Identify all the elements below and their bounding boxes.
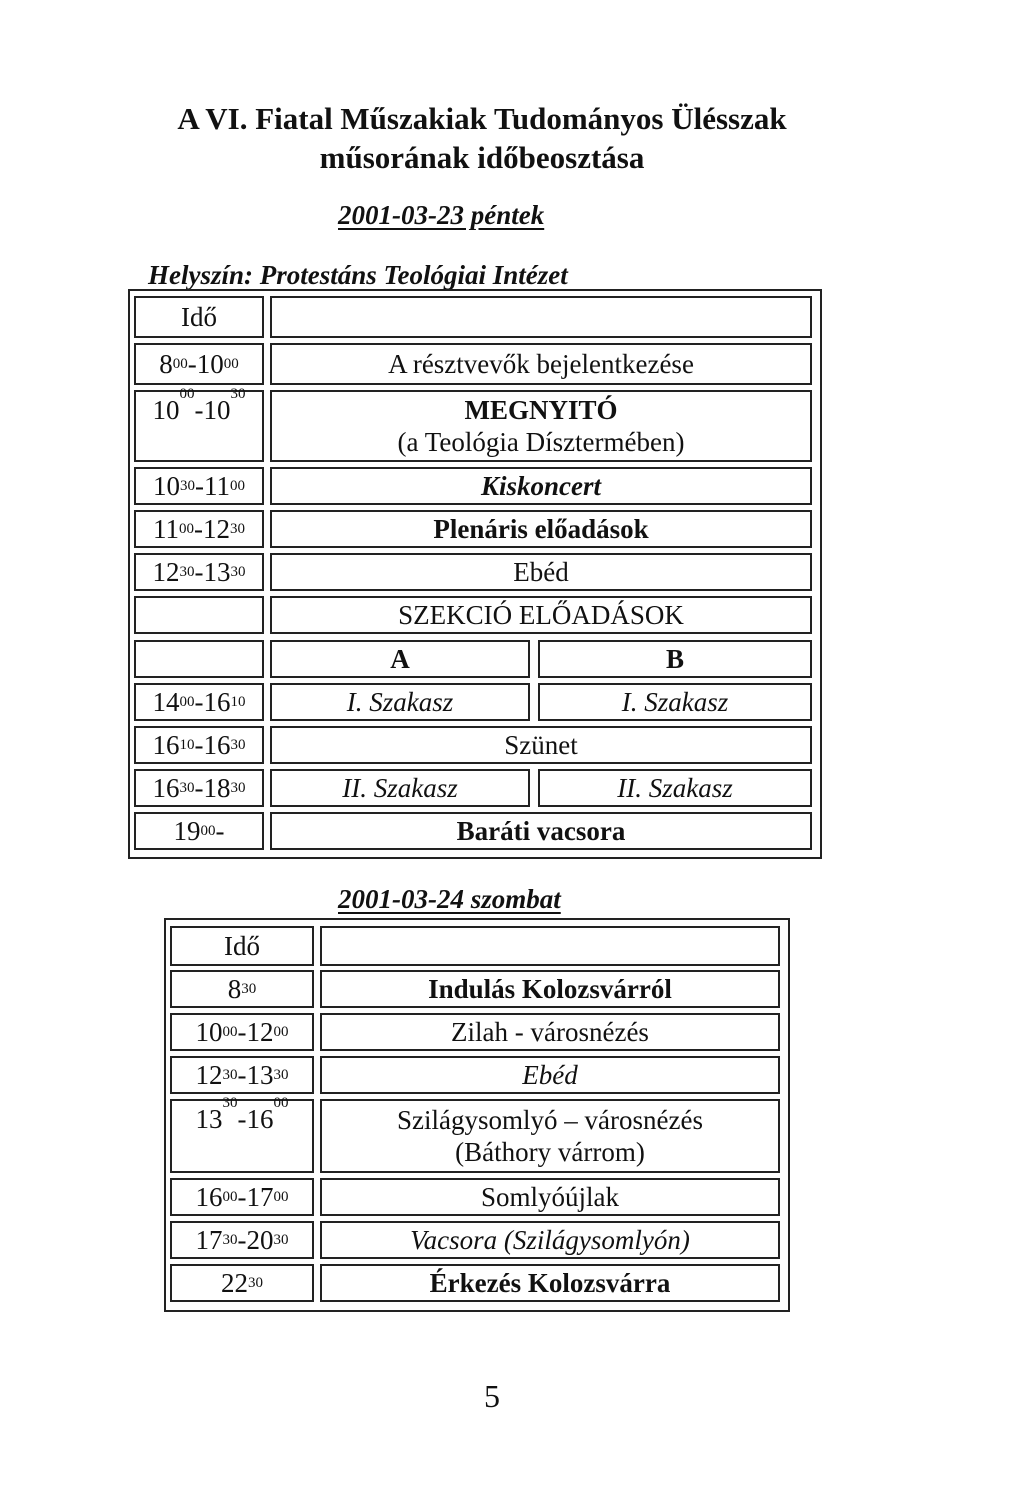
section-a-header: A: [270, 640, 530, 678]
day1-event-cell: A résztvevők bejelentkezése: [270, 343, 812, 385]
day1-time-cell: 10 30 -11 00: [134, 467, 264, 505]
section-b-session-2: II. Szakasz: [538, 769, 812, 807]
day2-time-cell: 17 30 -20 30: [170, 1221, 314, 1259]
day1-event-cell: Ebéd: [270, 553, 812, 591]
day2-event-cell: Zilah - városnézés: [320, 1013, 780, 1051]
day2-event-cell: Ebéd: [320, 1056, 780, 1094]
day1-time-cell: 16 30 -18 30: [134, 769, 264, 807]
section-b-header: B: [538, 640, 812, 678]
day1-event-cell: Baráti vacsora: [270, 812, 812, 850]
day1-time-cell: 14 00 -16 10: [134, 683, 264, 721]
day2-date: 2001-03-24 szombat: [338, 884, 561, 914]
day1-time-header: Idő: [134, 296, 264, 338]
event-line-1: Szilágysomlyó – városnézés: [397, 1105, 703, 1135]
day1-event-cell: [270, 390, 812, 462]
page-subtitle: műsorának időbeosztása: [319, 140, 645, 175]
opening-location: (a Teológia Dísztermében): [397, 427, 685, 457]
day1-time-cell: 19 00 -: [134, 812, 264, 850]
day2-time-cell: 12 30 -13 30: [170, 1056, 314, 1094]
day1-time-cell: 16 10 -16 30: [134, 726, 264, 764]
day2-time-cell: 8 30: [170, 970, 314, 1008]
day1-event-header: [270, 296, 812, 338]
day1-time-cell: 10 00 -10 30: [134, 390, 264, 462]
day2-time-cell: 16 00 -17 00: [170, 1178, 314, 1216]
day2-event-cell: [320, 1099, 780, 1173]
day1-venue: Helyszín: Protestáns Teológiai Intézet: [148, 260, 568, 290]
event-line-2: (Báthory várrom): [455, 1137, 645, 1167]
page-title: A VI. Fiatal Műszakiak Tudományos Ülésszak: [177, 101, 787, 136]
day2-time-cell: 13 30 -16 00: [170, 1099, 314, 1173]
day1-time-cell: 11 00 -12 30: [134, 510, 264, 548]
day1-event-cell: Kiskoncert: [270, 467, 812, 505]
day2-event-cell: Indulás Kolozsvárról: [320, 970, 780, 1008]
section-a-session-2: II. Szakasz: [270, 769, 530, 807]
day2-event-cell: Somlyóújlak: [320, 1178, 780, 1216]
opening-label: MEGNYITÓ: [464, 395, 618, 425]
day2-event-cell: Érkezés Kolozsvárra: [320, 1264, 780, 1302]
day1-event-cell: Szünet: [270, 726, 812, 764]
section-a-session-1: I. Szakasz: [270, 683, 530, 721]
section-title: SZEKCIÓ ELŐADÁSOK: [270, 596, 812, 634]
day1-event-cell: Plenáris előadások: [270, 510, 812, 548]
day2-event-cell: Vacsora (Szilágysomlyón): [320, 1221, 780, 1259]
day2-time-cell: 10 00 -12 00: [170, 1013, 314, 1051]
day1-date: 2001-03-23 péntek: [338, 200, 545, 230]
day2-event-header: [320, 926, 780, 966]
day1-time-cell: 8 00 -10 00: [134, 343, 264, 385]
day2-time-header: Idő: [170, 926, 314, 966]
page-number: 5: [484, 1378, 500, 1414]
day2-time-cell: 22 30: [170, 1264, 314, 1302]
day1-time-cell: 12 30 -13 30: [134, 553, 264, 591]
day1-time-cell-empty: [134, 596, 264, 634]
day1-time-cell-empty: [134, 640, 264, 678]
section-b-session-1: I. Szakasz: [538, 683, 812, 721]
